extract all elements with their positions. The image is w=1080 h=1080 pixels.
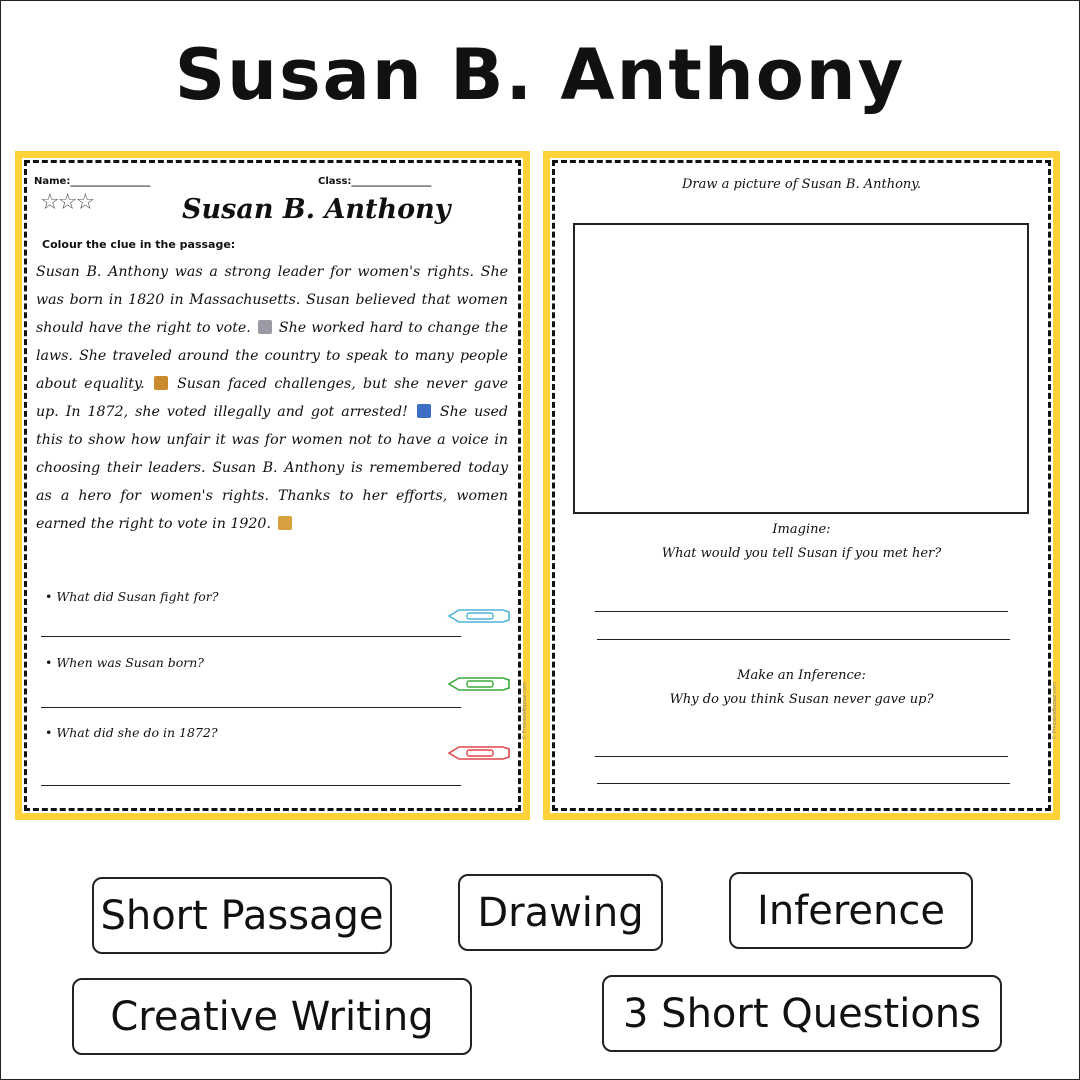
party-popper-icon [278, 516, 292, 530]
tag-inference: Inference [729, 872, 973, 949]
answer-line-3[interactable] [41, 785, 461, 786]
question-text: What did she do in 1872? [56, 725, 218, 740]
reading-passage [36, 258, 508, 538]
answer-line-1[interactable] [41, 636, 461, 637]
red-crayon-icon [447, 743, 511, 763]
crowd-people-icon [154, 376, 168, 390]
drawing-box[interactable] [573, 223, 1029, 514]
name-field-label: Name:________________ [34, 176, 151, 187]
question-2: • When was Susan born? [45, 655, 204, 670]
question-text: When was Susan born? [56, 655, 204, 670]
answer-line-2[interactable] [41, 707, 461, 708]
blue-crayon-icon [447, 606, 511, 626]
passage-part-3: Susan faced challenges, but she never gave up. In 1872, she voted illegally and got arrested! [36, 376, 509, 420]
imagine-label: Imagine: [772, 522, 831, 537]
tag-drawing: Drawing [458, 874, 663, 951]
inference-answer-line-2[interactable] [597, 783, 1010, 784]
instruction-text: Colour the clue in the passage: [42, 238, 236, 251]
green-crayon-icon [447, 674, 511, 694]
question-text: What did Susan fight for? [56, 589, 219, 604]
inference-question: Why do you think Susan never gave up? [669, 692, 934, 707]
imagine-question: What would you tell Susan if you met her? [661, 546, 942, 561]
inference-label: Make an Inference: [737, 668, 866, 683]
left-watermark: © PrintableBazaar.com [522, 682, 528, 740]
page-title: Susan B. Anthony [174, 34, 906, 116]
inference-answer-line-1[interactable] [595, 756, 1008, 757]
right-watermark: © PrintableBazaar.com [1052, 682, 1058, 740]
passage-part-4: She used this to show how unfair it was for women not to have a voice in choosing their leaders. Susan B. Anthony is remembered today as a hero for women's rights. Thanks to her efforts, women earned the right to vote in 1920. [36, 404, 508, 532]
passage-part-2: She worked hard to change the laws. She traveled around the country to speak to many people about equality. [36, 320, 508, 392]
police-car-icon [417, 404, 431, 418]
imagine-answer-line-2[interactable] [597, 639, 1010, 640]
tag-short-passage: Short Passage [92, 877, 392, 954]
worksheet-heading: Susan B. Anthony [182, 194, 451, 225]
tag-3-short-questions: 3 Short Questions [602, 975, 1002, 1052]
passage-part-1: Susan B. Anthony was a strong leader for women's rights. She was born in 1820 in Massachusetts. Susan believed that women should have the right to vote. [36, 264, 508, 336]
class-field-label: Class:________________ [318, 176, 432, 187]
ballot-box-icon [258, 320, 272, 334]
question-3: • What did she do in 1872? [45, 725, 218, 740]
tag-creative-writing: Creative Writing [72, 978, 472, 1055]
question-1: • What did Susan fight for? [45, 589, 219, 604]
draw-prompt: Draw a picture of Susan B. Anthony. [681, 177, 922, 192]
imagine-answer-line-1[interactable] [595, 611, 1008, 612]
star-rating-icon: ☆☆☆ [40, 190, 94, 215]
